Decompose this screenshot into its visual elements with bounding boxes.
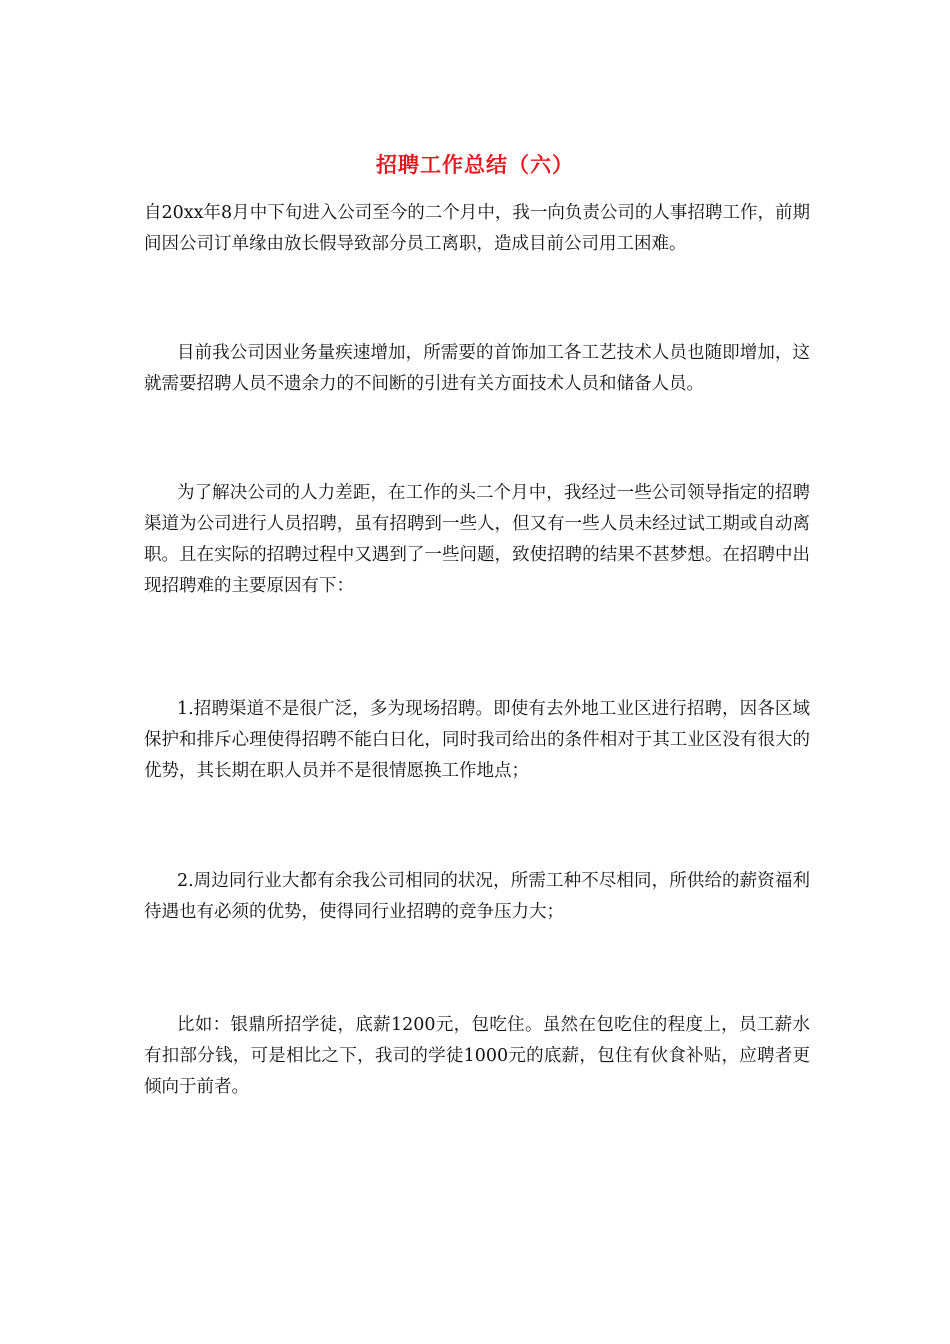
document-title: 招聘工作总结（六） <box>376 152 574 177</box>
paragraph-business-growth: 目前我公司因业务量疾速增加，所需要的首饰加工各工艺技术人员也随即增加，这就需要招聘人员不遗余力的不间断的引进有关方面技术人员和储备人员。 <box>144 343 810 394</box>
paragraph-example: 比如：银鼎所招学徒，底薪1200元，包吃住。虽然在包吃住的程度上，员工薪水有扣部分钱，可是相比之下，我司的学徒1000元的底薪，包住有伙食补贴，应聘者更倾向于前者。 <box>144 1015 810 1097</box>
paragraph-intro: 自20xx年8月中下旬进入公司至今的二个月中，我一向负责公司的人事招聘工作，前期间因公司订单缘由放长假导致部分员工离职，造成目前公司用工困难。 <box>144 203 810 254</box>
paragraph-reason-1: 1.招聘渠道不是很广泛，多为现场招聘。即使有去外地工业区进行招聘，因各区域保护和排斥心理使得招聘不能白日化，同时我司给出的条件相对于其工业区没有很大的优势，其长期在职人员并不是很情愿换工作地点； <box>144 699 810 781</box>
paragraph-recruiting-gap: 为了解决公司的人力差距，在工作的头二个月中，我经过一些公司领导指定的招聘渠道为公司进行人员招聘，虽有招聘到一些人，但又有一些人员未经过试工期或自动离职。且在实际的招聘过程中又遇到了一些问题，致使招聘的结果不甚梦想。在招聘中出现招聘难的主要原因有下： <box>144 483 810 596</box>
paragraph-reason-2: 2.周边同行业大都有余我公司相同的状况，所需工种不尽相同，所供给的薪资福利待遇也有必须的优势，使得同行业招聘的竞争压力大； <box>144 871 810 922</box>
